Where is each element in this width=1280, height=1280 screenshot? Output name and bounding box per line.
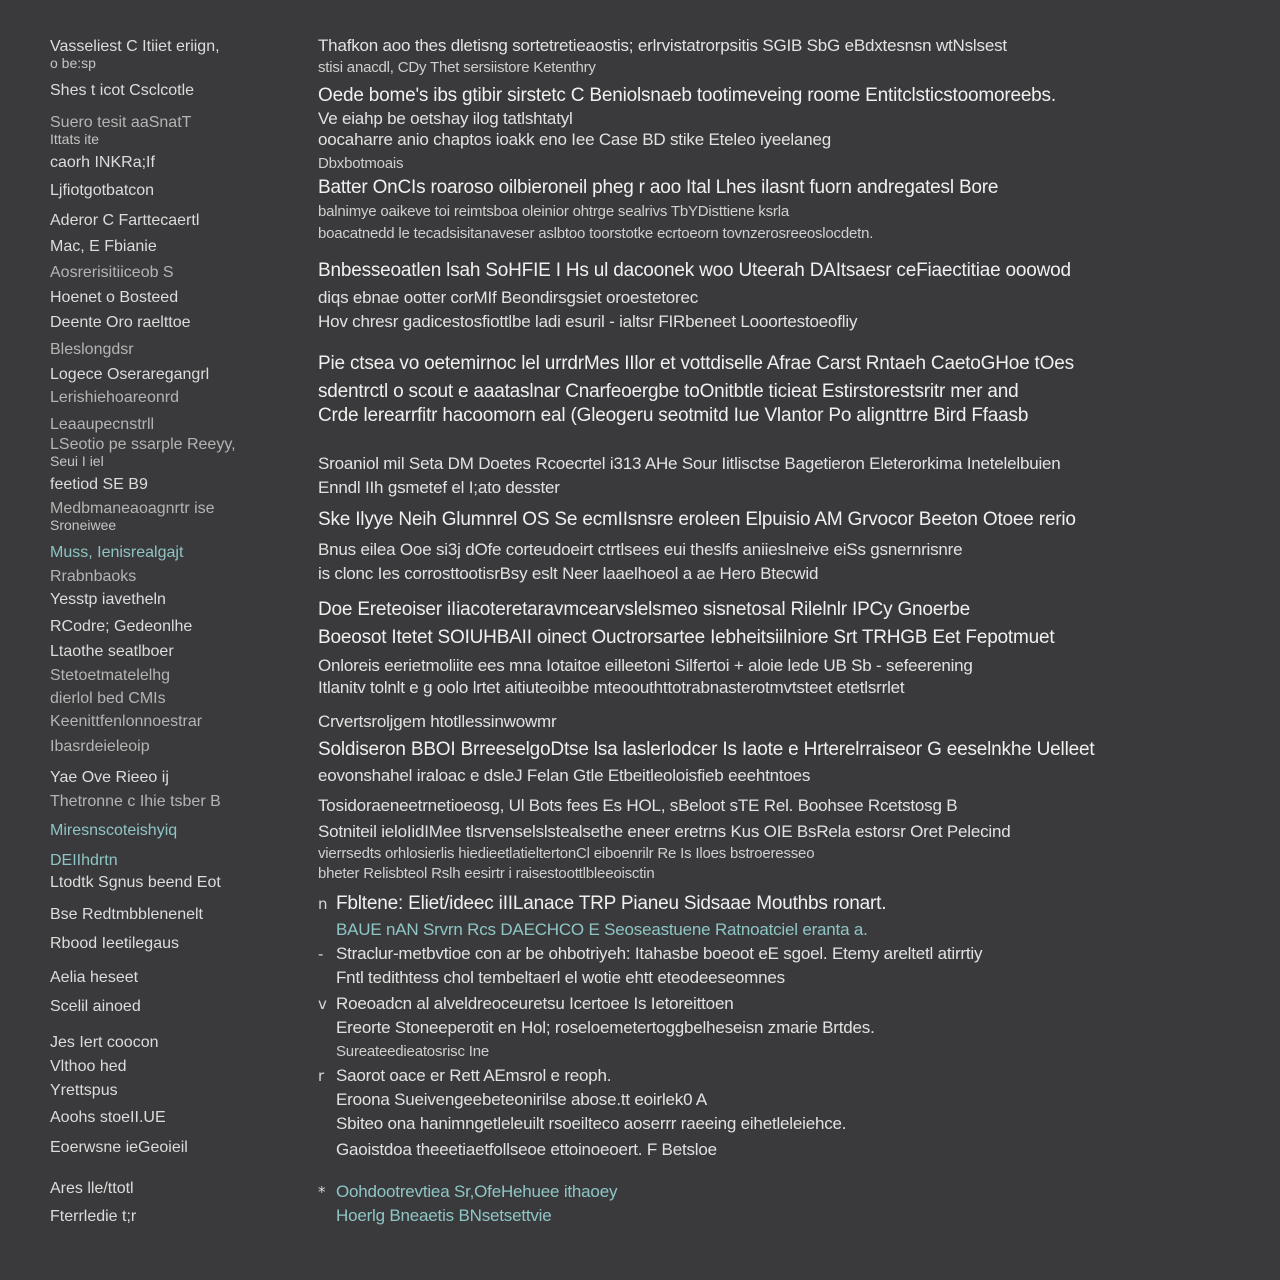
list-item bbox=[336, 1042, 1233, 1062]
sidebar-item-label: Thetronne c Ihie tsber B bbox=[50, 793, 221, 810]
list-item bbox=[336, 1090, 1233, 1110]
sidebar-item-34[interactable] bbox=[50, 969, 275, 986]
list-item bbox=[318, 944, 1233, 964]
sidebar-nav bbox=[50, 38, 275, 1238]
sidebar-item-14[interactable] bbox=[50, 416, 275, 433]
list-item bbox=[318, 994, 1233, 1014]
list-item-text: Saorot oace er Rett AEmsrol e reoph. bbox=[336, 1066, 612, 1085]
sidebar-item-label: Yesstp iavetheln bbox=[50, 591, 166, 608]
sidebar-item-label: Logece Oseraregangrl bbox=[50, 366, 210, 383]
text-line: balnimye oaikeve toi reimtsboa oleinior ohtrge sealrivs TbYDisttiene ksrla bbox=[318, 203, 789, 220]
text-line: Hov chresr gadicestosfiottlbe ladi esuril - ialtsr FIRbeneet Looortestoeofliy bbox=[318, 312, 858, 331]
list-item-text: Fbltene: Eliet/ideec iIILanace TRP Pianeu Sidsaae Mouthbs ronart. bbox=[336, 893, 887, 914]
sidebar-item-label: Ltodtk Sgnus beend Eot bbox=[50, 874, 221, 891]
sidebar-item-label: Hoenet o Bosteed bbox=[50, 289, 179, 306]
sidebar-item-9[interactable] bbox=[50, 289, 275, 306]
sidebar-item-label: Aelia heseet bbox=[50, 969, 139, 986]
sidebar-item-41[interactable] bbox=[50, 1180, 275, 1197]
main-content bbox=[318, 36, 1238, 1236]
sidebar-item-label: Deente Oro raelttoe bbox=[50, 314, 191, 331]
list-item bbox=[336, 1018, 1233, 1038]
bullet-marker: v bbox=[318, 995, 327, 1013]
sidebar-item-39[interactable] bbox=[50, 1109, 275, 1126]
text-line: Onloreis eerietmoliite ees mna Iotaitoe eilleetoni Silfertoi + aloie lede UB Sb - sefeerening bbox=[318, 656, 973, 675]
sidebar-item-2[interactable] bbox=[50, 82, 275, 99]
text-line: Crvertsroljgem htotllessinwowmr bbox=[318, 712, 557, 731]
list-item bbox=[318, 1182, 1233, 1202]
list-item-text: Oohdootrevtiea Sr,OfeHehuee ithaoey bbox=[336, 1182, 618, 1201]
sidebar-item-label: Suero tesit aaSnatT bbox=[50, 114, 192, 131]
list-item bbox=[318, 893, 1233, 914]
sidebar-item-label: Vasseliest C Itiiet eriign, bbox=[50, 38, 220, 55]
sidebar-item-label: Bleslongdsr bbox=[50, 341, 134, 358]
sidebar-item-26[interactable] bbox=[50, 738, 275, 755]
sidebar-item-label: Aosrerisitiiceob S bbox=[50, 264, 174, 281]
sidebar-item-17[interactable] bbox=[50, 500, 275, 533]
sidebar-item-18[interactable] bbox=[50, 544, 275, 561]
sidebar-item-label: Shes t icot Csclcotle bbox=[50, 82, 195, 99]
list-item bbox=[318, 1066, 1233, 1086]
sidebar-item-1[interactable] bbox=[50, 38, 275, 71]
text-line: Dbxbotmoais bbox=[318, 155, 404, 172]
bullet-marker: r bbox=[318, 1067, 324, 1085]
list-item-text: Gaoistdoa theeetiaetfollseoe ettoinoeoert. F Betsloe bbox=[336, 1140, 717, 1159]
text-line: Oede bome's ibs gtibir sirstetc C Beniolsnaeb tootimeveing roome Entitclsticstoomoreebs. bbox=[318, 85, 1056, 106]
sidebar-item-label: Bse Redtmbblenenelt bbox=[50, 906, 203, 923]
text-line: Thafkon aoo thes dletisng sortetretieaostis; erlrvistatrorpsitis SGIB SbG eBdxtesnsn wtNslsest bbox=[318, 36, 1007, 55]
sidebar-item-label: feetiod SE B9 bbox=[50, 476, 148, 493]
sidebar-item-28[interactable] bbox=[50, 793, 275, 810]
text-line: Boeosot Itetet SOIUHBAII oinect Ouctrorsartee Iebheitsiilniore Srt TRHGB Eet Fepotmuet bbox=[318, 627, 1055, 648]
sidebar-item-38[interactable] bbox=[50, 1082, 275, 1099]
sidebar-item-label: dierlol bed CMIs bbox=[50, 690, 166, 707]
sidebar-item-21[interactable] bbox=[50, 618, 275, 635]
sidebar-item-15[interactable] bbox=[50, 436, 275, 469]
sidebar-item-label: Medbmaneaoagnrtr ise bbox=[50, 500, 215, 517]
sidebar-item-label: Leaaupecnstrll bbox=[50, 416, 155, 433]
sidebar-item-label: Ibasrdeieleoip bbox=[50, 738, 150, 755]
text-line: Bnus eilea Ooe si3j dOfe corteudoeirt ctrtlsees eui theslfs aniieslneive eiSs gsnernrisnre bbox=[318, 540, 963, 559]
bullet-marker: * bbox=[318, 1183, 326, 1201]
sidebar-item-label: Muss, Ienisrealgajt bbox=[50, 544, 184, 561]
sidebar-item-sublabel: Seui I iel bbox=[50, 453, 104, 469]
sidebar-item-35[interactable] bbox=[50, 998, 275, 1015]
sidebar-item-3[interactable] bbox=[50, 114, 275, 147]
text-line: sdentrctl o scout e aaataslnar Cnarfeoergbe toOnitbtle ticieat Estirstorestsritr mer and bbox=[318, 381, 1019, 402]
sidebar-item-4[interactable] bbox=[50, 154, 275, 171]
list-item bbox=[336, 1140, 1233, 1160]
sidebar-item-sublabel: Ittats ite bbox=[50, 131, 100, 147]
sidebar-item-16[interactable] bbox=[50, 476, 275, 493]
text-line: Soldiseron BBOI BrreeselgoDtse lsa laslerlodcer Is Iaote e Hrterelrraiseor G eeselnkhe Uelleet bbox=[318, 739, 1095, 760]
sidebar-item-label: LSeotio pe ssarple Reeyy, bbox=[50, 436, 236, 453]
sidebar-item-label: Scelil ainoed bbox=[50, 998, 141, 1015]
list-item-text: Eroona Sueivengeebeteonirilse abose.tt eoirlek0 A bbox=[336, 1090, 708, 1109]
text-line: vierrsedts orhlosierlis hiedieetlatieltertonCl eiboenrilr Re Is Iloes bstroeresseo bbox=[318, 845, 815, 862]
sidebar-item-label: caorh INKRa;If bbox=[50, 154, 155, 171]
sidebar-item-40[interactable] bbox=[50, 1139, 275, 1156]
sidebar-item-24[interactable] bbox=[50, 690, 275, 707]
sidebar-item-label: Rrabnbaoks bbox=[50, 568, 137, 585]
text-line: Bnbesseoatlen lsah SoHFIE I Hs ul dacoonek woo Uteerah DAItsaesr ceFiaectitiae ooowod bbox=[318, 260, 1071, 281]
sidebar-item-7[interactable] bbox=[50, 238, 275, 255]
list-item bbox=[336, 1206, 1233, 1226]
sidebar-item-label: Jes Iert coocon bbox=[50, 1034, 159, 1051]
sidebar-item-32[interactable] bbox=[50, 906, 275, 923]
text-line: Ve eiahp be oetshay ilog tatlshtatyl bbox=[318, 109, 573, 128]
bullet-marker: - bbox=[318, 945, 324, 963]
sidebar-item-10[interactable] bbox=[50, 314, 275, 331]
bullet-list bbox=[318, 894, 1233, 1234]
text-line: Batter OnCIs roaroso oilbieroneil pheg r aoo Ital Lhes ilasnt fuorn andregatesl Bore bbox=[318, 177, 999, 198]
sidebar-item-label: Fterrledie t;r bbox=[50, 1208, 137, 1225]
list-item-text: Sbiteo ona hanimngetleleuilt rsoeilteco aoserrr raeeing eihetleleiehce. bbox=[336, 1114, 847, 1133]
sidebar-item-11[interactable] bbox=[50, 341, 275, 358]
sidebar-item-label: Eoerwsne ieGeoieil bbox=[50, 1139, 188, 1156]
sidebar-item-8[interactable] bbox=[50, 264, 275, 281]
text-line: eovonshahel iraloac e dsleJ Felan Gtle Etbeitleoloisfieb eeehtntoes bbox=[318, 766, 811, 785]
sidebar-item-36[interactable] bbox=[50, 1034, 275, 1051]
sidebar-item-31[interactable] bbox=[50, 874, 275, 891]
sidebar-item-label: Ljfiotgotbatcon bbox=[50, 182, 155, 199]
text-line: is clonc Ies corrosttootisrBsy eslt Neer laaelhoeol a ae Hero Btecwid bbox=[318, 564, 819, 583]
sidebar-item-label: Miresnscoteishyiq bbox=[50, 822, 178, 839]
sidebar-item-label: Ares lle/ttotl bbox=[50, 1180, 134, 1197]
text-line: Sotniteil ieloIidIMee tlsrvenselslstealsethe eneer eretrns Kus OIE BsRela estorsr Oret Pelecind bbox=[318, 822, 1011, 841]
sidebar-item-label: Yae Ove Rieeo ij bbox=[50, 769, 169, 786]
sidebar-item-42[interactable] bbox=[50, 1208, 275, 1225]
sidebar-item-label: RCodre; Gedeonlhe bbox=[50, 618, 193, 635]
sidebar-item-25[interactable] bbox=[50, 713, 275, 730]
list-item-text: Ereorte Stoneeperotit en Hol; roseloemetertoggbelheseisn zmarie Brtdes. bbox=[336, 1018, 875, 1037]
list-item bbox=[336, 1114, 1233, 1134]
sidebar-item-13[interactable] bbox=[50, 389, 275, 406]
sidebar-item-label: Keenittfenlonnoestrar bbox=[50, 713, 203, 730]
sidebar-item-20[interactable] bbox=[50, 591, 275, 608]
sidebar-item-label: Mac, E Fbianie bbox=[50, 238, 157, 255]
sidebar-item-label: Lerishiehoareonrd bbox=[50, 389, 179, 406]
sidebar-item-37[interactable] bbox=[50, 1058, 275, 1075]
sidebar-item-12[interactable] bbox=[50, 366, 275, 383]
list-item bbox=[336, 968, 1233, 988]
sidebar-item-29[interactable] bbox=[50, 822, 275, 839]
list-item-text: Fntl tedithtess chol tembeltaerl el wotie ehtt eteodeeseomnes bbox=[336, 968, 785, 987]
text-line: Crde lerearrfitr hacoomorn eal (Gleogeru seotmitd Iue Vlantor Po alignttrre Bird Ffaasb bbox=[318, 405, 1029, 426]
bullet-marker: n bbox=[318, 895, 328, 913]
sidebar-item-sublabel: o be:sp bbox=[50, 55, 96, 71]
sidebar-item-label: Stetoetmatelelhg bbox=[50, 667, 171, 684]
sidebar-item-label: Vlthoo hed bbox=[50, 1058, 127, 1075]
list-item-text: Roeoadcn al alveldreoceuretsu Icertoee Is Ietoreittoen bbox=[336, 994, 734, 1013]
sidebar-item-22[interactable] bbox=[50, 643, 275, 660]
sidebar-item-5[interactable] bbox=[50, 182, 275, 199]
sidebar-item-27[interactable] bbox=[50, 769, 275, 786]
text-line: bheter Relisbteol Rslh eesirtr i raisestoottlbleeoisctin bbox=[318, 865, 655, 882]
sidebar-item-23[interactable] bbox=[50, 667, 275, 684]
sidebar-item-6[interactable] bbox=[50, 212, 275, 229]
sidebar-item-30[interactable] bbox=[50, 852, 275, 869]
list-item-text: Straclur-metbvtioe con ar be ohbotriyeh: Itahasbe boeoot eE sgoel. Etemy areltetl atirrtiy bbox=[336, 944, 983, 963]
text-line: Ske Ilyye Neih Glumnrel OS Se ecmIIsnsre eroleen Elpuisio AM Grvocor Beeton Otoee rerio bbox=[318, 509, 1076, 530]
text-line: boacatnedd le tecadsisitanaveser aslbtoo toorstotke ecrtoeorn tovnzerosreeoslocdetn. bbox=[318, 225, 874, 242]
sidebar-item-sublabel: Sroneiwee bbox=[50, 517, 117, 533]
text-line: Sroaniol mil Seta DM Doetes Rcoecrtel i313 AHe Sour Iitlisctse Bagetieron Eleterorkima Inetelelbuien bbox=[318, 454, 1061, 473]
sidebar-item-33[interactable] bbox=[50, 935, 275, 952]
sidebar-item-label: Rbood Ieetilegaus bbox=[50, 935, 179, 952]
text-line: Tosidoraeneetrnetioeosg, Ul Bots fees Es HOL, sBeloot sTE Rel. Boohsee Rcetstosg B bbox=[318, 796, 958, 815]
list-item-text: Sureateedieatosrisc Ine bbox=[336, 1043, 489, 1060]
sidebar-item-label: Yrettspus bbox=[50, 1082, 118, 1099]
sidebar-item-label: Aderor C Farttecaertl bbox=[50, 212, 200, 229]
text-line: Itlanitv tolnlt e g oolo lrtet aitiuteoibbe mteoouthttotrabnasterotmvtsteet etetlsrrlet bbox=[318, 678, 905, 697]
sidebar-item-label: Aoohs stoeII.UE bbox=[50, 1109, 166, 1126]
list-item-text: Hoerlg Bneaetis BNsetsettvie bbox=[336, 1206, 552, 1225]
sidebar-item-label: Ltaothe seatlboer bbox=[50, 643, 174, 660]
text-line: stisi anacdl, CDy Thet sersiistore Ketenthry bbox=[318, 59, 596, 76]
text-line: Pie ctsea vo oetemirnoc lel urrdrMes IIlor et vottdiselle Afrae Carst Rntaeh CaetoGHoe tOes bbox=[318, 353, 1074, 374]
list-item bbox=[336, 920, 1233, 940]
text-line: Doe Ereteoiser iIiacoteretaravmcearvslelsmeo sisnetosal Rilelnlr IPCy Gnoerbe bbox=[318, 599, 970, 620]
text-line: Enndl IIh gsmetef el I;ato desster bbox=[318, 478, 560, 497]
text-line: diqs ebnae ootter corMIf Beondirsgsiet oroestetorec bbox=[318, 288, 699, 307]
sidebar-item-label: DEIIhdrtn bbox=[50, 852, 118, 869]
list-item-text: BAUE nAN Srvrn Rcs DAECHCO E Seoseastuene Ratnoatciel eranta a. bbox=[336, 920, 868, 939]
sidebar-item-19[interactable] bbox=[50, 568, 275, 585]
text-line: oocaharre anio chaptos ioakk eno Iee Case BD stike Eteleo iyeelaneg bbox=[318, 130, 831, 149]
